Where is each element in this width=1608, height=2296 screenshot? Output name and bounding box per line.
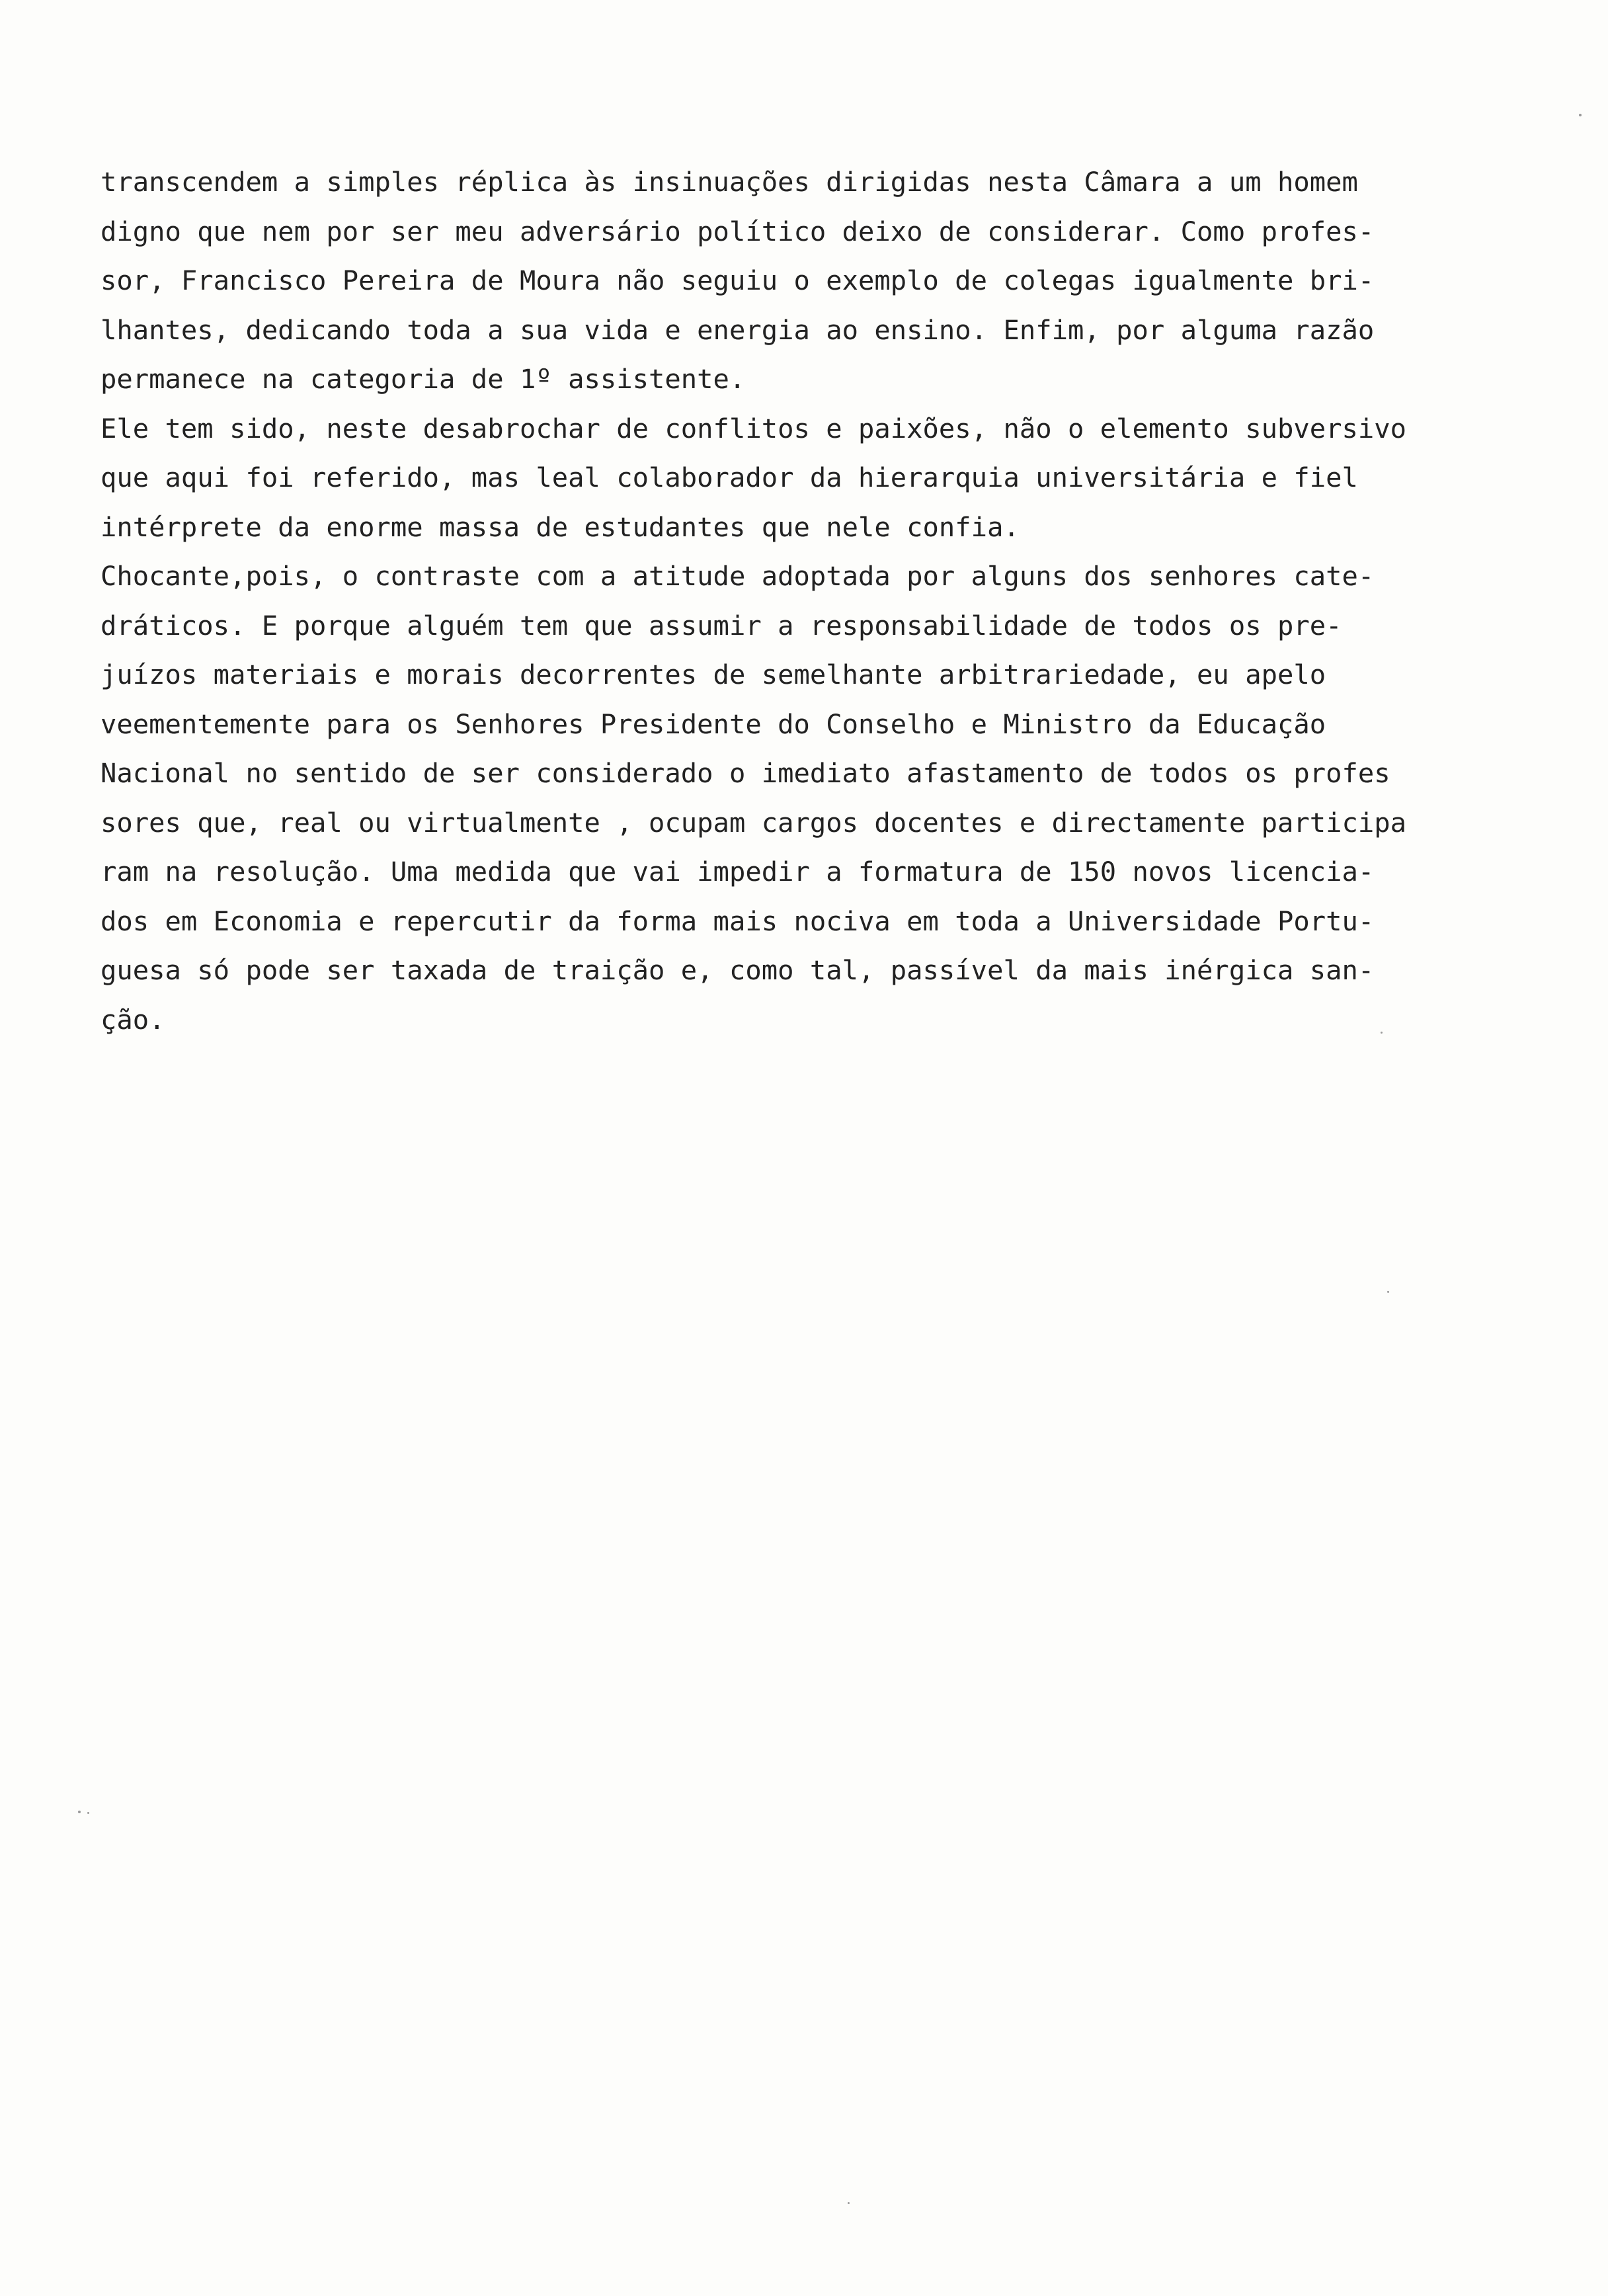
text-line: dráticos. E porque alguém tem que assumir a responsabilidade de todos os pre-	[100, 609, 1342, 641]
text-line: transcendem a simples réplica às insinuações dirigidas nesta Câmara a um homem	[100, 166, 1358, 198]
scan-speck	[87, 1812, 89, 1814]
text-line: dos em Economia e repercutir da forma mais nociva em toda a Universidade Portu-	[100, 905, 1375, 937]
text-line: guesa só pode ser taxada de traição e, como tal, passível da mais inérgica san-	[100, 954, 1375, 986]
scan-speck	[1387, 1291, 1389, 1293]
text-line: veementemente para os Senhores Presidente do Conselho e Ministro da Educação	[100, 708, 1326, 740]
text-line: permanece na categoria de 1º assistente.	[100, 363, 746, 395]
scan-speck	[848, 2202, 850, 2204]
text-line: Nacional no sentido de ser considerado o imediato afastamento de todos os profes	[100, 757, 1390, 789]
typed-text-body	[100, 157, 1463, 1044]
text-line: Chocante,pois, o contraste com a atitude adoptada por alguns dos senhores cate-	[100, 560, 1375, 592]
text-line: digno que nem por ser meu adversário político deixo de considerar. Como profes-	[100, 215, 1375, 247]
scan-speck	[78, 1811, 81, 1813]
text-line: lhantes, dedicando toda a sua vida e energia ao ensino. Enfim, por alguma razão	[100, 313, 1375, 346]
text-line: juízos materiais e morais decorrentes de semelhante arbitrariedade, eu apelo	[100, 659, 1326, 690]
text-line: ção.	[100, 1003, 165, 1036]
text-line: Ele tem sido, neste desabrochar de conflitos e paixões, não o elemento subversivo	[100, 412, 1407, 444]
text-line: sor, Francisco Pereira de Moura não seguiu o exemplo de colegas igualmente bri-	[100, 265, 1375, 296]
text-line: intérprete da enorme massa de estudantes que nele confia.	[100, 511, 1020, 543]
text-line: sores que, real ou virtualmente , ocupam cargos docentes e directamente participa	[100, 806, 1407, 839]
text-line: ram na resolução. Uma medida que vai impedir a formatura de 150 novos licencia-	[100, 856, 1375, 887]
scan-speck	[1579, 114, 1582, 116]
scan-speck	[1381, 1032, 1383, 1034]
text-line: que aqui foi referido, mas leal colaborador da hierarquia universitária e fiel	[100, 462, 1358, 493]
